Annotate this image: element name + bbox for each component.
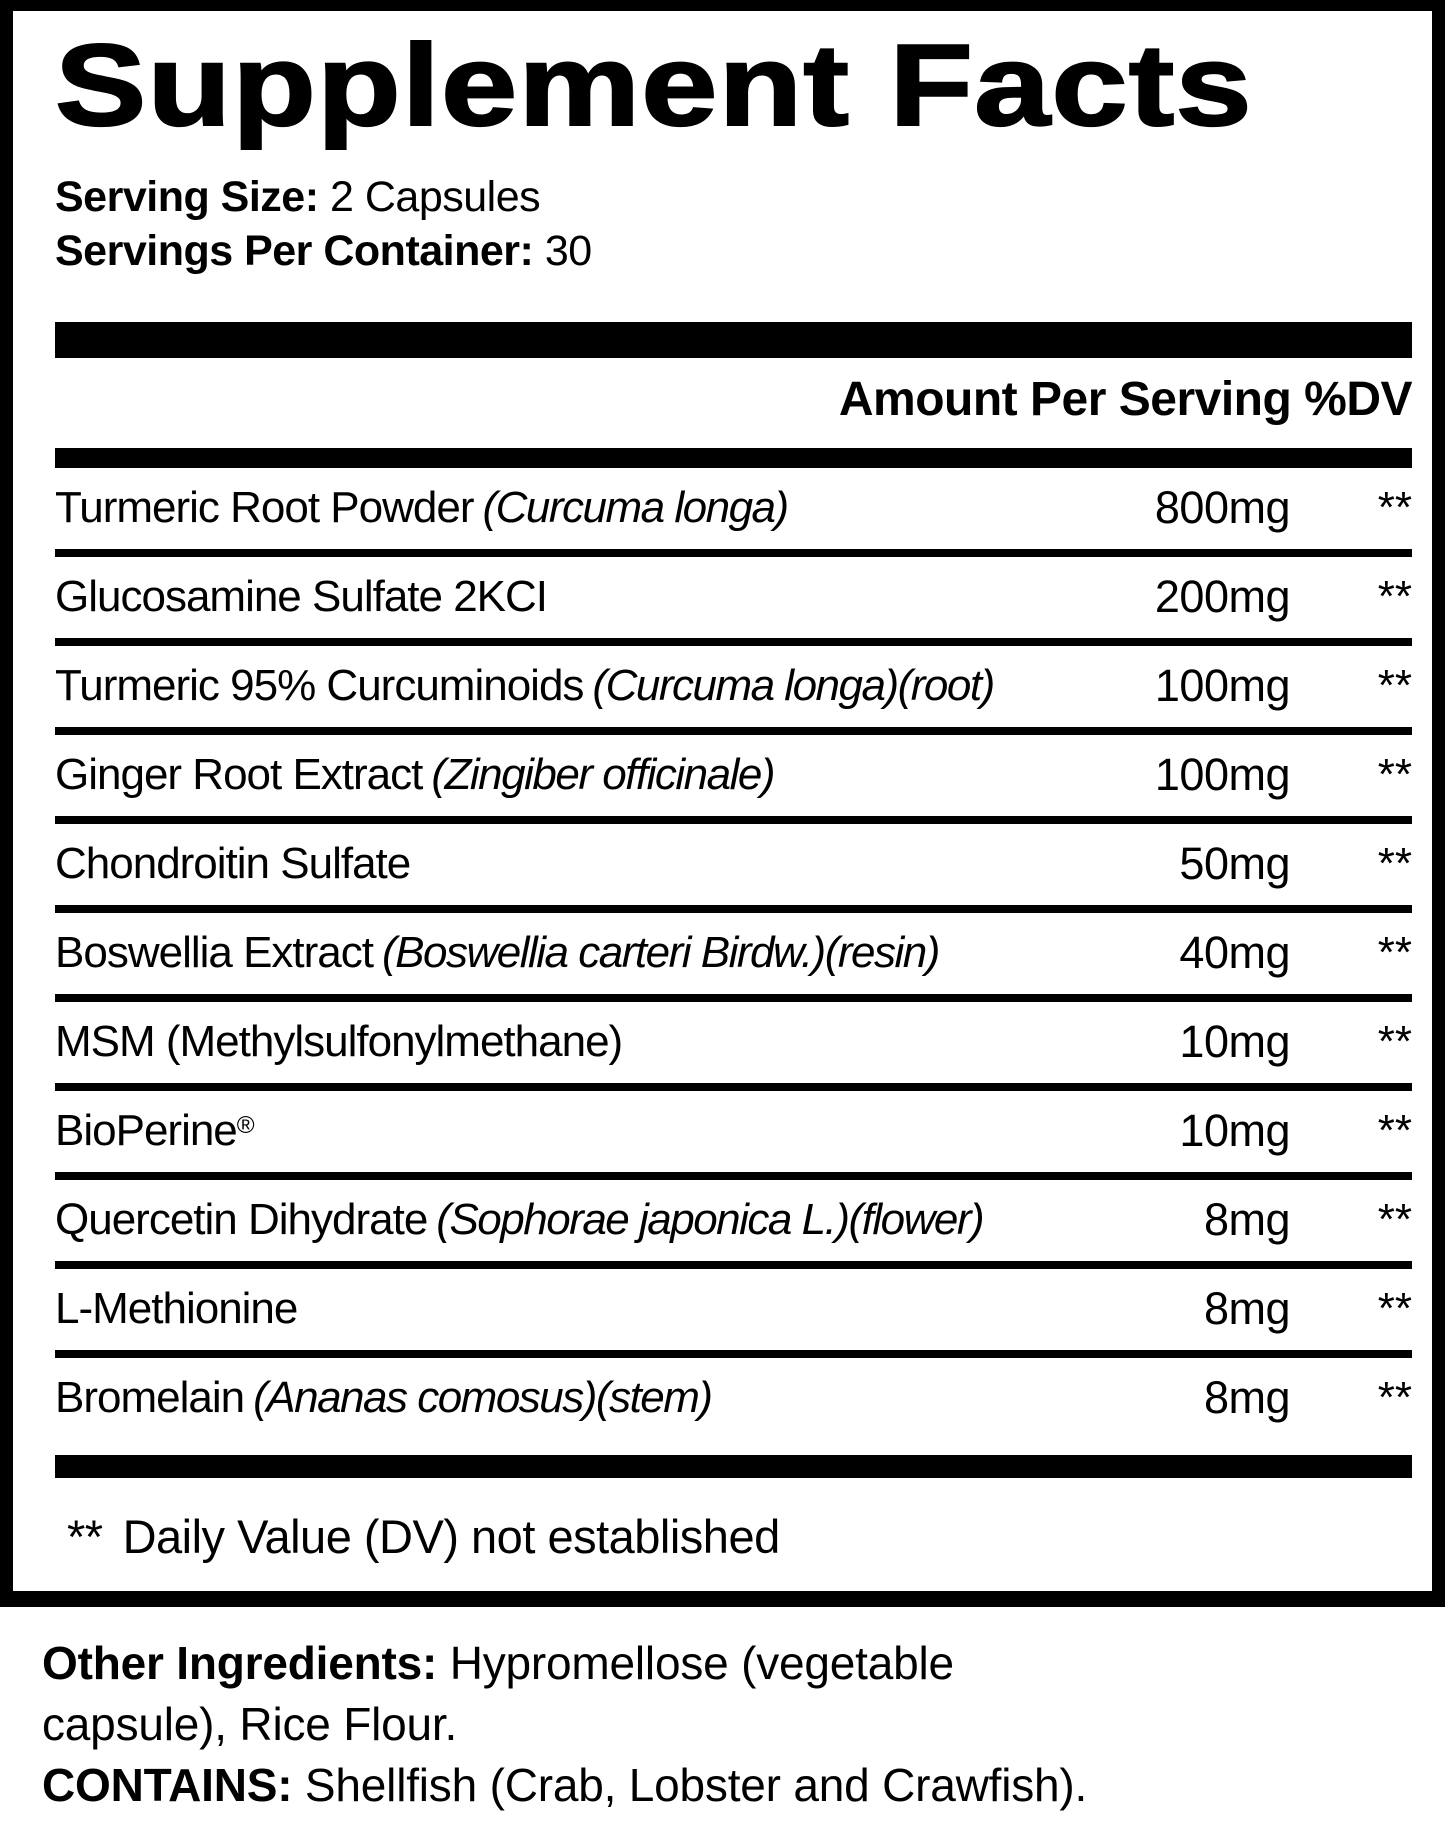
- ingredient-dv: **: [1377, 1373, 1412, 1423]
- ingredient-dv: **: [1377, 928, 1412, 978]
- registered-mark: ®: [236, 1112, 254, 1140]
- ingredient-name: Quercetin Dihydrate (Sophorae japonica L.)(flower): [55, 1195, 984, 1245]
- ingredient-row: [55, 1180, 1412, 1261]
- serving-size-value: 2 Capsules: [329, 172, 541, 221]
- ingredient-amount: 10mg: [1179, 1016, 1290, 1068]
- ingredient-row: [55, 468, 1412, 549]
- row-divider-rule: [55, 1350, 1412, 1358]
- ingredient-latin-name: (Curcuma longa): [482, 483, 788, 533]
- row-divider-rule: [55, 1083, 1412, 1091]
- other-ingredients-text2: capsule), Rice Flour.: [42, 1698, 458, 1750]
- other-ingredients-line2: [42, 1694, 1425, 1755]
- ingredient-latin-name: (Ananas comosus)(stem): [253, 1373, 712, 1423]
- ingredient-row: [55, 1091, 1412, 1172]
- ingredients-table: [55, 468, 1412, 1439]
- row-divider-rule: [55, 905, 1412, 913]
- percent-dv-header: %DV: [1304, 372, 1412, 426]
- row-divider-rule: [55, 994, 1412, 1002]
- ingredient-dv: **: [1377, 1017, 1412, 1067]
- contains-label: CONTAINS:: [42, 1759, 293, 1811]
- ingredient-name: L-Methionine: [55, 1284, 298, 1334]
- amount-per-serving-header: Amount Per Serving: [838, 372, 1292, 426]
- ingredient-row: [55, 1269, 1412, 1350]
- ingredient-dv: **: [1377, 572, 1412, 622]
- row-divider-rule: [55, 816, 1412, 824]
- servings-per-container-line: [55, 224, 1412, 278]
- ingredient-name: BioPerine®: [55, 1106, 254, 1156]
- divider-bar-top: [55, 322, 1412, 358]
- ingredient-latin-name: (Curcuma longa)(root): [592, 661, 994, 711]
- ingredient-amount: 200mg: [1154, 571, 1290, 623]
- ingredient-amount: 8mg: [1203, 1372, 1290, 1424]
- ingredient-row: [55, 557, 1412, 638]
- page-title: Supplement Facts: [55, 20, 1253, 150]
- serving-size-label: Serving Size:: [55, 172, 319, 221]
- ingredient-row: [55, 913, 1412, 994]
- divider-bar-bottom: [55, 1455, 1412, 1478]
- footnote-text: Daily Value (DV) not established: [122, 1509, 780, 1563]
- ingredient-amount: 800mg: [1154, 482, 1290, 534]
- ingredient-amount: 40mg: [1179, 927, 1290, 979]
- divider-bar-header: [55, 448, 1412, 468]
- ingredient-dv: **: [1377, 750, 1412, 800]
- row-divider-rule: [55, 1261, 1412, 1269]
- ingredient-row: [55, 735, 1412, 816]
- row-divider-rule: [55, 638, 1412, 646]
- row-divider-rule: [55, 549, 1412, 557]
- ingredient-name: Bromelain (Ananas comosus)(stem): [55, 1373, 712, 1423]
- ingredient-amount: 50mg: [1179, 838, 1290, 890]
- serving-size-line: [55, 170, 1412, 224]
- ingredient-amount: 100mg: [1154, 749, 1290, 801]
- ingredient-amount: 100mg: [1154, 660, 1290, 712]
- ingredient-dv: **: [1377, 483, 1412, 533]
- row-divider-rule: [55, 727, 1412, 735]
- ingredient-dv: **: [1377, 1195, 1412, 1245]
- ingredient-dv: **: [1377, 1284, 1412, 1334]
- ingredient-name: Glucosamine Sulfate 2KCI: [55, 572, 548, 622]
- footnote-asterisks: **: [67, 1509, 103, 1563]
- contains-text: Shellfish (Crab, Lobster and Crawfish).: [304, 1759, 1088, 1811]
- other-ingredients-line1: [42, 1633, 1425, 1694]
- servings-per-container-value: 30: [544, 226, 592, 275]
- ingredient-row: [55, 646, 1412, 727]
- row-divider-rule: [55, 1172, 1412, 1180]
- servings-per-container-label: Servings Per Container:: [55, 226, 534, 275]
- other-ingredients-text1: Hypromellose (vegetable: [449, 1637, 954, 1689]
- ingredient-row: [55, 824, 1412, 905]
- ingredient-name: MSM (Methylsulfonylmethane): [55, 1017, 623, 1067]
- ingredient-name: Turmeric 95% Curcuminoids (Curcuma longa)(root): [55, 661, 994, 711]
- other-ingredients-section: [0, 1633, 1445, 1816]
- ingredient-dv: **: [1377, 839, 1412, 889]
- ingredient-amount: 8mg: [1203, 1194, 1290, 1246]
- ingredient-latin-name: (Sophorae japonica L.)(flower): [436, 1195, 984, 1245]
- ingredient-name: Boswellia Extract (Boswellia carteri Birdw.)(resin): [55, 928, 939, 978]
- ingredient-name: Turmeric Root Powder (Curcuma longa): [55, 483, 788, 533]
- ingredient-row: [55, 1358, 1412, 1439]
- daily-value-footnote: [55, 1506, 1412, 1568]
- contains-line: [42, 1755, 1425, 1816]
- ingredient-name: Chondroitin Sulfate: [55, 839, 411, 889]
- ingredient-dv: **: [1377, 661, 1412, 711]
- table-column-header: [55, 368, 1412, 432]
- ingredient-dv: **: [1377, 1106, 1412, 1156]
- ingredient-name: Ginger Root Extract (Zingiber officinale): [55, 750, 775, 800]
- ingredient-latin-name: (Boswellia carteri Birdw.)(resin): [382, 928, 939, 978]
- ingredient-row: [55, 1002, 1412, 1083]
- ingredient-amount: 8mg: [1203, 1283, 1290, 1335]
- ingredient-latin-name: (Zingiber officinale): [431, 750, 775, 800]
- other-ingredients-label: Other Ingredients:: [42, 1637, 438, 1689]
- ingredient-amount: 10mg: [1179, 1105, 1290, 1157]
